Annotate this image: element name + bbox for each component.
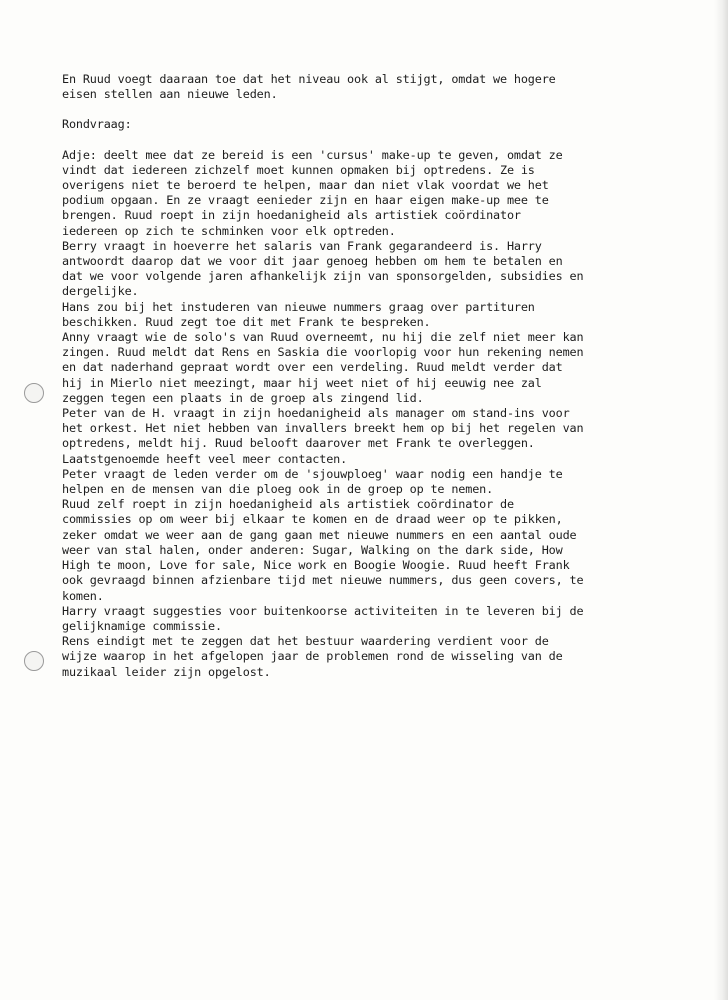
- body-line: High te moon, Love for sale, Nice work en Boogie Woogie. Ruud heeft Frank: [62, 558, 570, 573]
- document-text: [62, 72, 698, 680]
- body-line: Laatstgenoemde heeft veel meer contacten.: [62, 451, 348, 466]
- body-line: overigens niet te beroerd te helpen, maar dan niet vlak voordat we het: [62, 178, 549, 193]
- body-line: Hans zou bij het instuderen van nieuwe nummers graag over partituren: [62, 299, 535, 314]
- body-text: [62, 148, 698, 680]
- body-line: zeker omdat we weer aan de gang gaan met nieuwe nummers en een aantal oude: [62, 527, 577, 542]
- body-line: vindt dat iedereen zichzelf moet kunnen opmaken bij optredens. Ze is: [62, 162, 535, 177]
- body-line: optredens, meldt hij. Ruud belooft daarover met Frank te overleggen.: [62, 436, 535, 451]
- body-line: zingen. Ruud meldt dat Rens en Saskia die voorlopig voor hun rekening nemen: [62, 345, 584, 360]
- body-line: iedereen op zich te schminken voor elk optreden.: [62, 223, 396, 238]
- punch-hole-top: [24, 383, 44, 403]
- body-line: podium opgaan. En ze vraagt eenieder zijn en haar eigen make-up mee te: [62, 193, 549, 208]
- intro-line: eisen stellen aan nieuwe leden.: [62, 87, 278, 102]
- body-line: komen.: [62, 588, 104, 603]
- body-line: weer van stal halen, onder anderen: Sugar, Walking on the dark side, How: [62, 542, 563, 557]
- page-edge-shadow: [714, 0, 728, 1000]
- body-line: Berry vraagt in hoeverre het salaris van Frank gegarandeerd is. Harry: [62, 238, 542, 253]
- body-line: Anny vraagt wie de solo's van Ruud overneemt, nu hij die zelf niet meer kan: [62, 330, 584, 345]
- body-line: antwoordt daarop dat we voor dit jaar genoeg hebben om hem te betalen en: [62, 254, 563, 269]
- punch-hole-bottom: [24, 651, 44, 671]
- body-line: zeggen tegen een plaats in de groep als zingend lid.: [62, 390, 424, 405]
- body-line: Adje: deelt mee dat ze bereid is een 'cursus' make-up te geven, omdat ze: [62, 147, 563, 162]
- body-line: dat we voor volgende jaren afhankelijk zijn van sponsorgelden, subsidies en: [62, 269, 584, 284]
- body-line: Rens eindigt met te zeggen dat het bestuur waardering verdient voor de: [62, 634, 549, 649]
- body-line: Peter vraagt de leden verder om de 'sjouwploeg' waar nodig een handje te: [62, 466, 563, 481]
- section-heading: Rondvraag:: [62, 117, 132, 132]
- body-line: Ruud zelf roept in zijn hoedanigheid als artistiek coördinator de: [62, 497, 514, 512]
- body-line: brengen. Ruud roept in zijn hoedanigheid als artistiek coördinator: [62, 208, 521, 223]
- body-line: ook gevraagd binnen afzienbare tijd met nieuwe nummers, dus geen covers, te: [62, 573, 584, 588]
- body-line: beschikken. Ruud zegt toe dit met Frank te bespreken.: [62, 314, 431, 329]
- body-line: hij in Mierlo niet meezingt, maar hij weet niet of hij eeuwig nee zal: [62, 375, 542, 390]
- body-line: Peter van de H. vraagt in zijn hoedanigheid als manager om stand-ins voor: [62, 406, 570, 421]
- body-line: dergelijke.: [62, 284, 139, 299]
- body-line: wijze waarop in het afgelopen jaar de problemen rond de wisseling van de: [62, 649, 563, 664]
- body-line: helpen en de mensen van die ploeg ook in de groep op te nemen.: [62, 482, 494, 497]
- body-line: en dat naderhand gepraat wordt over een verdeling. Ruud meldt verder dat: [62, 360, 563, 375]
- intro-line: En Ruud voegt daaraan toe dat het niveau ook al stijgt, omdat we hogere: [62, 72, 556, 86]
- body-line: muzikaal leider zijn opgelost.: [62, 664, 271, 679]
- body-line: gelijknamige commissie.: [62, 618, 222, 633]
- body-line: het orkest. Het niet hebben van invallers breekt hem op bij het regelen van: [62, 421, 584, 436]
- body-line: commissies op om weer bij elkaar te komen en de draad weer op te pikken,: [62, 512, 563, 527]
- body-line: Harry vraagt suggesties voor buitenkoorse activiteiten in te leveren bij de: [62, 603, 584, 618]
